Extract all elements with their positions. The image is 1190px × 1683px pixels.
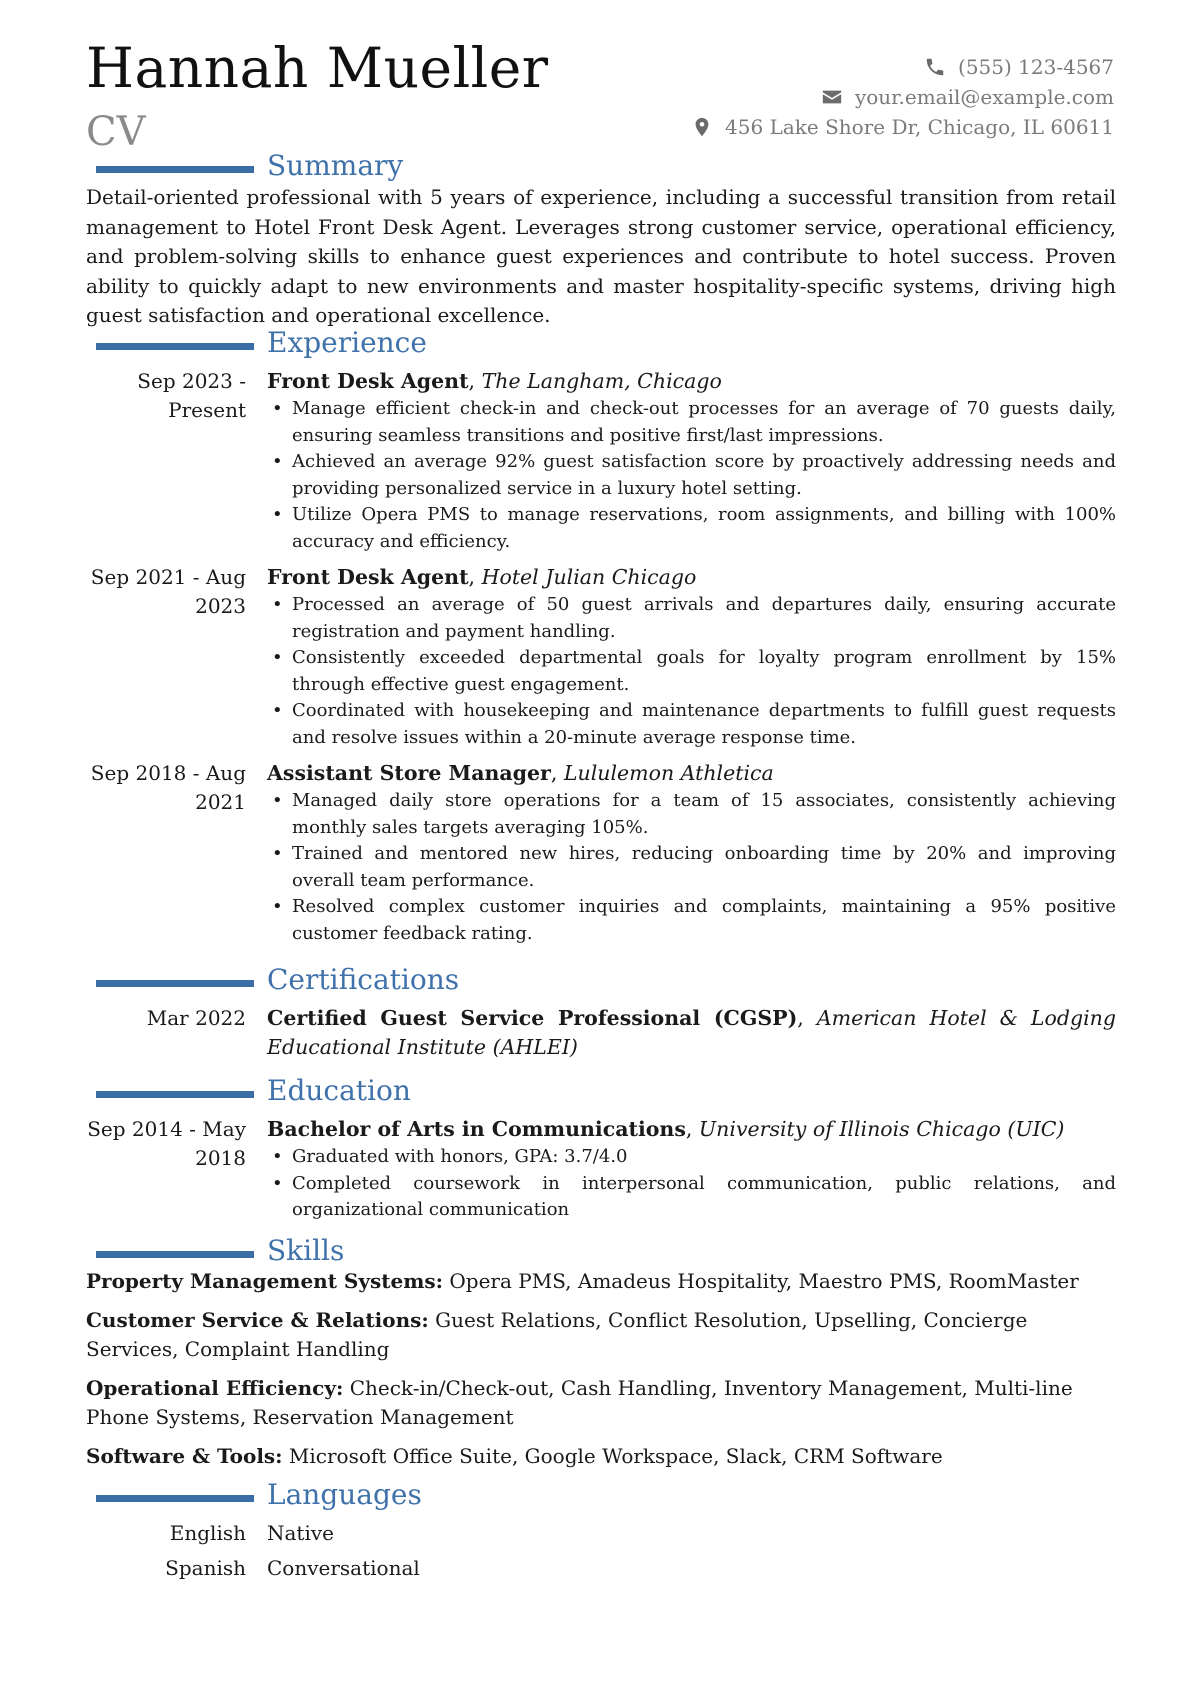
entry-org: Hotel Julian Chicago [481,565,697,589]
section-title: Certifications [267,963,460,996]
entry-body [267,367,1116,555]
languages-header [86,1478,1116,1519]
contact-phone [691,52,1114,82]
cv-name: Hannah Mueller [86,36,549,100]
section-title: Summary [267,149,404,182]
entry-org: American Hotel & Lodging Educational Institute (AHLEI) [267,1006,1116,1059]
bullet-item: • Completed coursework in interpersonal communication, public relations, and organizational communication [267,1171,1116,1224]
bullet-item: • Trained and mentored new hires, reducing onboarding time by 20% and improving overall team performance. [267,841,1116,894]
experience-entry [86,563,1116,751]
entry-date: Sep 2023 - Present [137,369,246,422]
summary-header [86,149,1116,190]
bullet-item: • Achieved an average 92% guest satisfaction score by proactively addressing needs and providing personalized service in a luxury hotel setting. [267,449,1116,502]
languages-section [86,1478,1116,1589]
entry-body [267,1115,1116,1224]
contact-block [691,52,1114,142]
entry-role: Front Desk Agent [267,565,469,589]
experience-entry [86,759,1116,947]
skill-value: Opera PMS, Amadeus Hospitality, Maestro PMS, RoomMaster [449,1269,1079,1293]
summary-section [86,149,1116,331]
entry-org: Lululemon Athletica [563,761,774,785]
section-accent-bar [96,343,254,350]
entry-date: Sep 2018 - Aug 2021 [90,761,246,814]
certifications-section [86,963,1116,1070]
bullet-item: • Manage efficient check-in and check-out processes for an average of 70 guests daily, ensuring seamless transitions and positive first/last impressions. [267,396,1116,449]
skill-row [86,1374,1116,1432]
address-text: 456 Lake Shore Dr, Chicago, IL 60611 [725,115,1114,139]
map-pin-icon [691,116,713,138]
skill-category: Property Management Systems: [86,1269,444,1293]
language-level: Conversational [267,1556,420,1580]
entry-title: Bachelor of Arts in Communications, University of Illinois Chicago (UIC) [267,1117,1065,1141]
section-accent-bar [96,166,254,173]
entry-title: Front Desk Agent, Hotel Julian Chicago [267,565,697,589]
bullet-item: • Managed daily store operations for a team of 15 associates, consistently achieving monthly sales targets averaging 105%. [267,788,1116,841]
experience-entry [86,367,1116,555]
entry-date: Mar 2022 [146,1006,246,1030]
skill-row [86,1442,1116,1471]
contact-address [691,112,1114,142]
section-accent-bar [96,980,254,987]
section-title: Languages [267,1478,422,1511]
contact-email [691,82,1114,112]
bullet-item: • Processed an average of 50 guest arrivals and departures daily, ensuring accurate registration and payment handling. [267,592,1116,645]
skill-value: Check-in/Check-out, Cash Handling, Inventory Management, Multi-line Phone Systems, Reservation Management [86,1376,1073,1429]
certifications-header [86,963,1116,1004]
skills-list [86,1267,1116,1471]
entry-org: The Langham, Chicago [481,369,722,393]
skill-category: Operational Efficiency: [86,1376,344,1400]
entry-role: Bachelor of Arts in Communications [267,1117,686,1141]
entry-role: Front Desk Agent [267,369,469,393]
entry-title: Front Desk Agent, The Langham, Chicago [267,369,722,393]
section-accent-bar [96,1251,254,1258]
bullet-item: • Resolved complex customer inquiries and complaints, maintaining a 95% positive customer feedback rating. [267,894,1116,947]
cv-subtitle: CV [86,109,146,155]
language-row [86,1554,1116,1583]
bullet-list [267,1144,1116,1224]
section-accent-bar [96,1495,254,1502]
section-title: Education [267,1074,411,1107]
entry-body [267,759,1116,947]
skill-category: Customer Service & Relations: [86,1308,429,1332]
bullet-item: • Consistently exceeded departmental goals for loyalty program enrollment by 15% through effective guest engagement. [267,645,1116,698]
experience-header [86,326,1116,367]
bullet-item: • Graduated with honors, GPA: 3.7/4.0 [267,1144,1116,1171]
language-row [86,1519,1116,1548]
education-entry [86,1115,1116,1224]
experience-section [86,326,1116,955]
skill-category: Software & Tools: [86,1444,283,1468]
bullet-item: • Coordinated with housekeeping and maintenance departments to fulfill guest requests and resolve issues within a 20-minute average response time. [267,698,1116,751]
section-title: Skills [267,1234,345,1267]
skill-row [86,1306,1116,1364]
entry-date: Sep 2014 - May 2018 [87,1117,246,1170]
entry-org: University of Illinois Chicago (UIC) [698,1117,1065,1141]
email-link[interactable]: your.email@example.com [854,85,1114,109]
skills-header [86,1234,1116,1275]
envelope-icon [821,86,843,108]
entry-date: Sep 2021 - Aug 2023 [90,565,246,618]
entry-body [267,563,1116,751]
entry-title: Certified Guest Service Professional (CGSP), American Hotel & Lodging Educational Institute (AHLEI) [267,1006,1116,1059]
language-level: Native [267,1521,334,1545]
skill-value: Guest Relations, Conflict Resolution, Upselling, Concierge Services, Complaint Handling [86,1308,1028,1361]
bullet-item: • Utilize Opera PMS to manage reservations, room assignments, and billing with 100% accuracy and efficiency. [267,502,1116,555]
entry-body [267,1004,1116,1062]
entry-role: Certified Guest Service Professional (CGSP) [267,1006,798,1030]
phone-text: (555) 123-4567 [958,55,1114,79]
entry-title: Assistant Store Manager, Lululemon Athletica [267,761,774,785]
bullet-list [267,592,1116,751]
language-name: English [169,1521,246,1545]
phone-icon [924,56,946,78]
education-header [86,1074,1116,1115]
bullet-list [267,396,1116,555]
summary-text: Detail-oriented professional with 5 years of experience, including a successful transition from retail management to Hotel Front Desk Agent. Leverages strong customer service, operational efficiency, and problem-solving skills to enhance guest experiences and contribute to hotel success. Proven ability to quickly adapt to new environments and master hospitality-specific systems, driving high guest satisfaction and operational excellence. [86,185,1116,327]
skill-value: Microsoft Office Suite, Google Workspace, Slack, CRM Software [288,1444,943,1468]
language-name: Spanish [165,1556,246,1580]
entry-role: Assistant Store Manager [267,761,551,785]
skills-section [86,1234,1116,1481]
bullet-list [267,788,1116,947]
certification-entry [86,1004,1116,1062]
education-section [86,1074,1116,1232]
section-title: Experience [267,326,427,359]
section-accent-bar [96,1091,254,1098]
